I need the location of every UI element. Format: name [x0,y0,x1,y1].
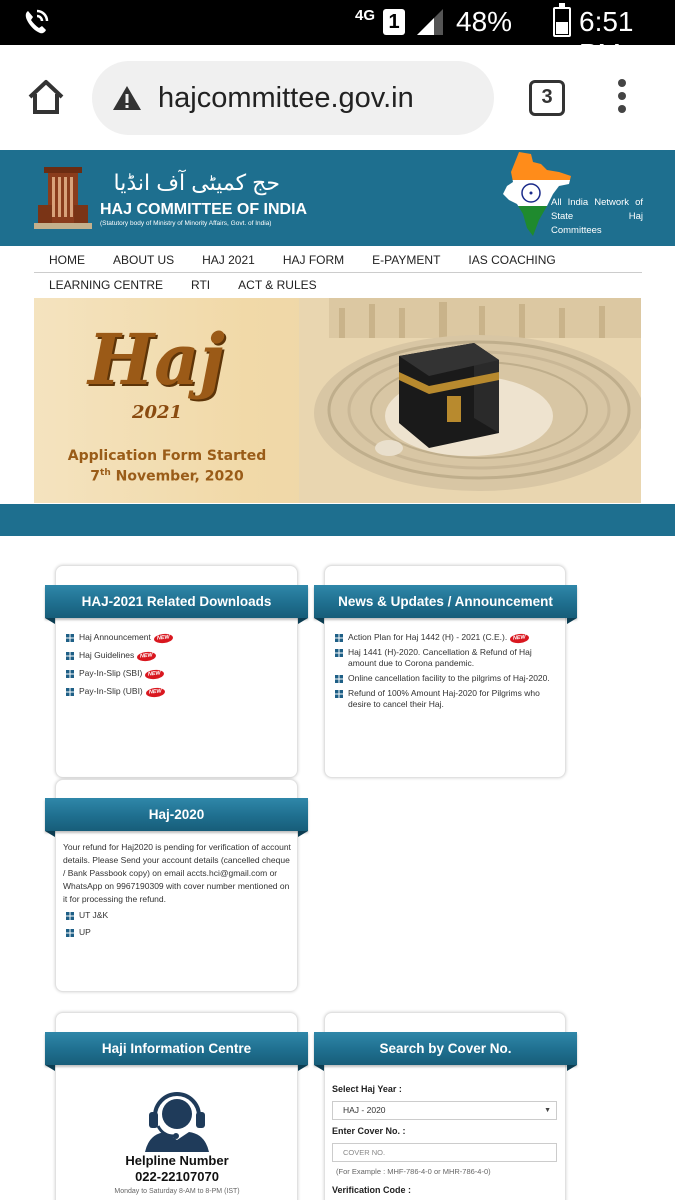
info-centre-panel-title: Haji Information Centre [45,1032,308,1065]
site-subtitle: (Statutory body of Ministry of Minority Affairs, Govt. of India) [100,220,272,227]
network-tagline: All India Network of State Haj Committees [551,197,643,236]
main-nav-row-2 [34,273,317,298]
network-type: 4G [355,7,376,24]
chevron-down-icon: ▼ [544,1107,551,1114]
ribbon-fold [298,831,308,837]
site-title: HAJ COMMITTEE OF INDIA [100,201,308,218]
helpline-number[interactable]: 022-22107070 [135,1169,219,1184]
ribbon-fold [314,1065,324,1071]
grid-bullet-icon [335,634,343,642]
sim-slot-badge: 1 [383,9,405,35]
urdu-title: حج کمیٹی آف انڈیا [113,170,280,195]
list-item[interactable]: Online cancellation facility to the pilgrims of Haj-2020. [335,673,558,684]
grid-bullet-icon [66,688,74,696]
cover-search-panel-title: Search by Cover No. [314,1032,577,1065]
list-item[interactable]: Action Plan for Haj 1442 (H) - 2021 (C.E.). NEW [335,632,558,643]
new-badge: NEW [510,633,530,644]
grid-bullet-icon [66,652,74,660]
ribbon-fold [567,618,577,624]
helpline-label: Helpline Number [125,1153,229,1168]
haj-year-select[interactable]: HAJ - 2020 ▼ [332,1101,557,1120]
ribbon-fold [45,1065,55,1071]
headset-agent-icon [141,1082,213,1152]
warning-icon[interactable] [112,85,142,111]
list-item[interactable]: Refund of 100% Amount Haj-2020 for Pilgrims who desire to cancel their Haj. [335,688,558,710]
verification-code-label: Verification Code : [332,1185,412,1195]
cover-no-input[interactable]: COVER NO. [332,1143,557,1162]
list-item[interactable]: Haj Announcement NEW [66,632,291,643]
list-item[interactable]: Pay-In-Slip (SBI) NEW [66,668,291,679]
status-bar [0,0,675,45]
haj2020-notice-text: Your refund for Haj2020 is pending for verification of account details. Please Send your account details (cancelled cheque / Bank Passbook copy) on email accts.hci@gmail.com or WhatsApp on 9967190309 with cover number mentioned on it for processing the refund. [63,842,291,904]
ribbon-fold [298,618,308,624]
news-panel-title: News & Updates / Announcement [314,585,577,618]
cover-no-label: Enter Cover No. : [332,1126,406,1136]
downloads-panel-title: HAJ-2021 Related Downloads [45,585,308,618]
haj2020-list [66,910,291,945]
url-text[interactable]: hajcommittee.gov.in [158,82,414,114]
grid-bullet-icon [335,649,343,657]
address-bar[interactable] [92,61,494,135]
new-badge: NEW [145,687,165,698]
new-badge: NEW [153,633,173,644]
grid-bullet-icon [66,634,74,642]
browser-toolbar [0,45,675,150]
banner-divider-strip [0,504,675,536]
ribbon-fold [567,1065,577,1071]
new-badge: NEW [145,669,165,680]
list-item[interactable]: Haj Guidelines NEW [66,650,291,661]
nav-act-rules[interactable]: ACT & RULES [238,278,317,292]
tab-switcher-button[interactable]: 3 [529,80,565,116]
clock: 6:51 [579,6,634,37]
nav-haj-2021[interactable]: HAJ 2021 [202,253,255,267]
ribbon-fold [45,618,55,624]
haj2020-panel-title: Haj-2020 [45,798,308,831]
banner-year: 2021 [132,402,183,423]
banner-line-1: Application Form Started [67,448,267,464]
banner-line-2: 7th November, 2020 [90,468,244,485]
list-item[interactable]: Haj 1441 (H)-2020. Cancellation & Refund of Haj amount due to Corona pandemic. [335,647,558,669]
battery-percent: 48% [456,6,513,37]
nav-learning-centre[interactable]: LEARNING CENTRE [49,278,164,292]
grid-bullet-icon [66,912,74,920]
nav-rti[interactable]: RTI [191,278,211,292]
wifi-call-icon [22,8,50,36]
ribbon-fold [45,831,55,837]
kaaba-scene-image [299,298,641,503]
nav-about-us[interactable]: ABOUT US [113,253,175,267]
nav-haj-form[interactable]: HAJ FORM [282,253,345,267]
downloads-list [66,632,291,704]
cover-no-example: (For Example : MHF-786-4-0 or MHR-786-4-0) [336,1167,491,1176]
grid-bullet-icon [66,929,74,937]
helpline-hours: Monday to Saturday 8-AM to 8-PM (IST) [114,1188,240,1195]
main-nav-row-1 [34,248,642,273]
grid-bullet-icon [335,675,343,683]
banner-title: Haj [88,318,225,401]
nav-home[interactable]: HOME [49,253,85,267]
nav-e-payment[interactable]: E-PAYMENT [372,253,441,267]
list-item[interactable]: UT J&K [66,910,291,921]
list-item[interactable]: UP [66,927,291,938]
overflow-menu-icon[interactable] [614,79,630,119]
news-list [335,632,558,714]
grid-bullet-icon [66,670,74,678]
ribbon-fold [298,1065,308,1071]
hero-banner[interactable] [34,298,641,503]
home-icon[interactable] [26,77,66,117]
haj-house-logo-icon[interactable] [34,165,92,229]
haj-year-label: Select Haj Year : [332,1084,402,1094]
battery-icon [553,7,571,37]
signal-icon [417,9,443,35]
list-item[interactable]: Pay-In-Slip (UBI) NEW [66,686,291,697]
new-badge: NEW [137,651,157,662]
ribbon-fold [314,618,324,624]
nav-ias-coaching[interactable]: IAS COACHING [468,253,556,267]
grid-bullet-icon [335,690,343,698]
